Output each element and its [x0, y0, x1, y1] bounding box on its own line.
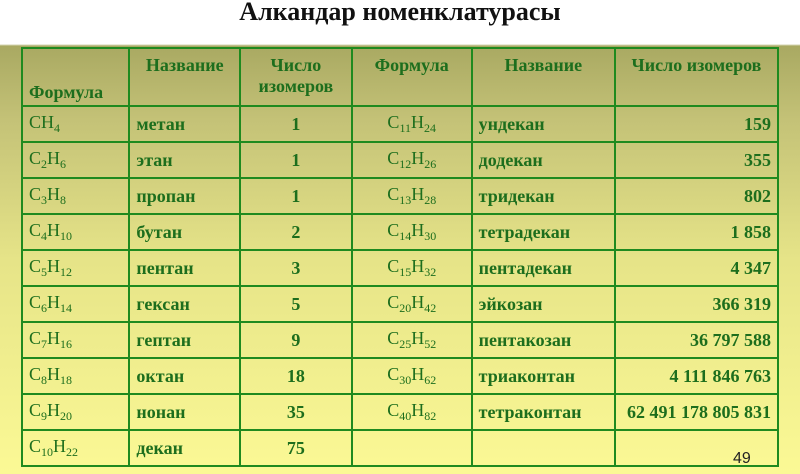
- isomers-cell: 5: [240, 286, 352, 322]
- formula-cell: $C_{14}H_{30}$: [352, 214, 472, 250]
- table-row: [22, 322, 778, 358]
- isomers-cell: 1: [240, 178, 352, 214]
- name-cell: тетраконтан: [472, 394, 615, 430]
- formula-cell: $CH_4$: [22, 106, 129, 142]
- name-cell: пропан: [129, 178, 240, 214]
- isomers-cell: 35: [240, 394, 352, 430]
- formula-cell: $C_{15}H_{32}$: [352, 250, 472, 286]
- isomers-cell: 18: [240, 358, 352, 394]
- name-cell: гексан: [129, 286, 240, 322]
- name-cell: триаконтан: [472, 358, 615, 394]
- isomers-cell: 1 858: [615, 214, 778, 250]
- isomers-cell: [615, 430, 778, 466]
- formula-cell: $C_{11}H_{24}$: [352, 106, 472, 142]
- name-cell: додекан: [472, 142, 615, 178]
- table-row: [22, 214, 778, 250]
- isomers-cell: 1: [240, 106, 352, 142]
- name-cell: [472, 430, 615, 466]
- name-cell: этан: [129, 142, 240, 178]
- header-isomers-2: Число изомеров: [615, 48, 778, 106]
- name-cell: гептан: [129, 322, 240, 358]
- name-cell: ундекан: [472, 106, 615, 142]
- name-cell: эйкозан: [472, 286, 615, 322]
- page-number: 49: [733, 450, 751, 467]
- header-name: Название: [129, 48, 240, 106]
- formula-cell: $C_9H_{20}$: [22, 394, 129, 430]
- name-cell: октан: [129, 358, 240, 394]
- table-row: [22, 394, 778, 430]
- table-row: [22, 178, 778, 214]
- isomers-cell: 75: [240, 430, 352, 466]
- formula-cell: $C_5H_{12}$: [22, 250, 129, 286]
- name-cell: пентакозан: [472, 322, 615, 358]
- table-row: [22, 358, 778, 394]
- isomers-cell: 1: [240, 142, 352, 178]
- header-formula: Формула: [22, 48, 129, 106]
- formula-cell: [352, 430, 472, 466]
- table-row: [22, 106, 778, 142]
- table-row: [22, 286, 778, 322]
- alkanes-table: [21, 47, 779, 467]
- isomers-cell: 9: [240, 322, 352, 358]
- name-cell: нонан: [129, 394, 240, 430]
- header-row: [22, 48, 778, 106]
- header-name-2: Название: [472, 48, 615, 106]
- table-row: [22, 430, 778, 466]
- slide-title: Алкандар номенклатурасы: [239, 0, 561, 26]
- formula-cell: $C_{30}H_{62}$: [352, 358, 472, 394]
- name-cell: метан: [129, 106, 240, 142]
- formula-cell: $C_3H_8$: [22, 178, 129, 214]
- table-row: [22, 142, 778, 178]
- name-cell: декан: [129, 430, 240, 466]
- name-cell: тетрадекан: [472, 214, 615, 250]
- isomers-cell: 36 797 588: [615, 322, 778, 358]
- name-cell: пентадекан: [472, 250, 615, 286]
- formula-cell: $C_{10}H_{22}$: [22, 430, 129, 466]
- isomers-cell: 4 347: [615, 250, 778, 286]
- formula-cell: $C_6H_{14}$: [22, 286, 129, 322]
- isomers-cell: 802: [615, 178, 778, 214]
- name-cell: бутан: [129, 214, 240, 250]
- table-row: [22, 250, 778, 286]
- formula-cell: $C_7H_{16}$: [22, 322, 129, 358]
- formula-cell: $C_{40}H_{82}$: [352, 394, 472, 430]
- header-formula-2: Формула: [352, 48, 472, 106]
- header-isomers: Число изомеров: [240, 48, 352, 106]
- formula-cell: $C_4H_{10}$: [22, 214, 129, 250]
- formula-cell: $C_{12}H_{26}$: [352, 142, 472, 178]
- isomers-cell: 4 111 846 763: [615, 358, 778, 394]
- formula-cell: $C_2H_6$: [22, 142, 129, 178]
- isomers-cell: 366 319: [615, 286, 778, 322]
- isomers-cell: 2: [240, 214, 352, 250]
- formula-cell: $C_8H_{18}$: [22, 358, 129, 394]
- isomers-cell: 3: [240, 250, 352, 286]
- isomers-cell: 62 491 178 805 831: [615, 394, 778, 430]
- isomers-cell: 355: [615, 142, 778, 178]
- isomers-cell: 159: [615, 106, 778, 142]
- formula-cell: $C_{13}H_{28}$: [352, 178, 472, 214]
- formula-cell: $C_{25}H_{52}$: [352, 322, 472, 358]
- name-cell: пентан: [129, 250, 240, 286]
- formula-cell: $C_{20}H_{42}$: [352, 286, 472, 322]
- name-cell: тридекан: [472, 178, 615, 214]
